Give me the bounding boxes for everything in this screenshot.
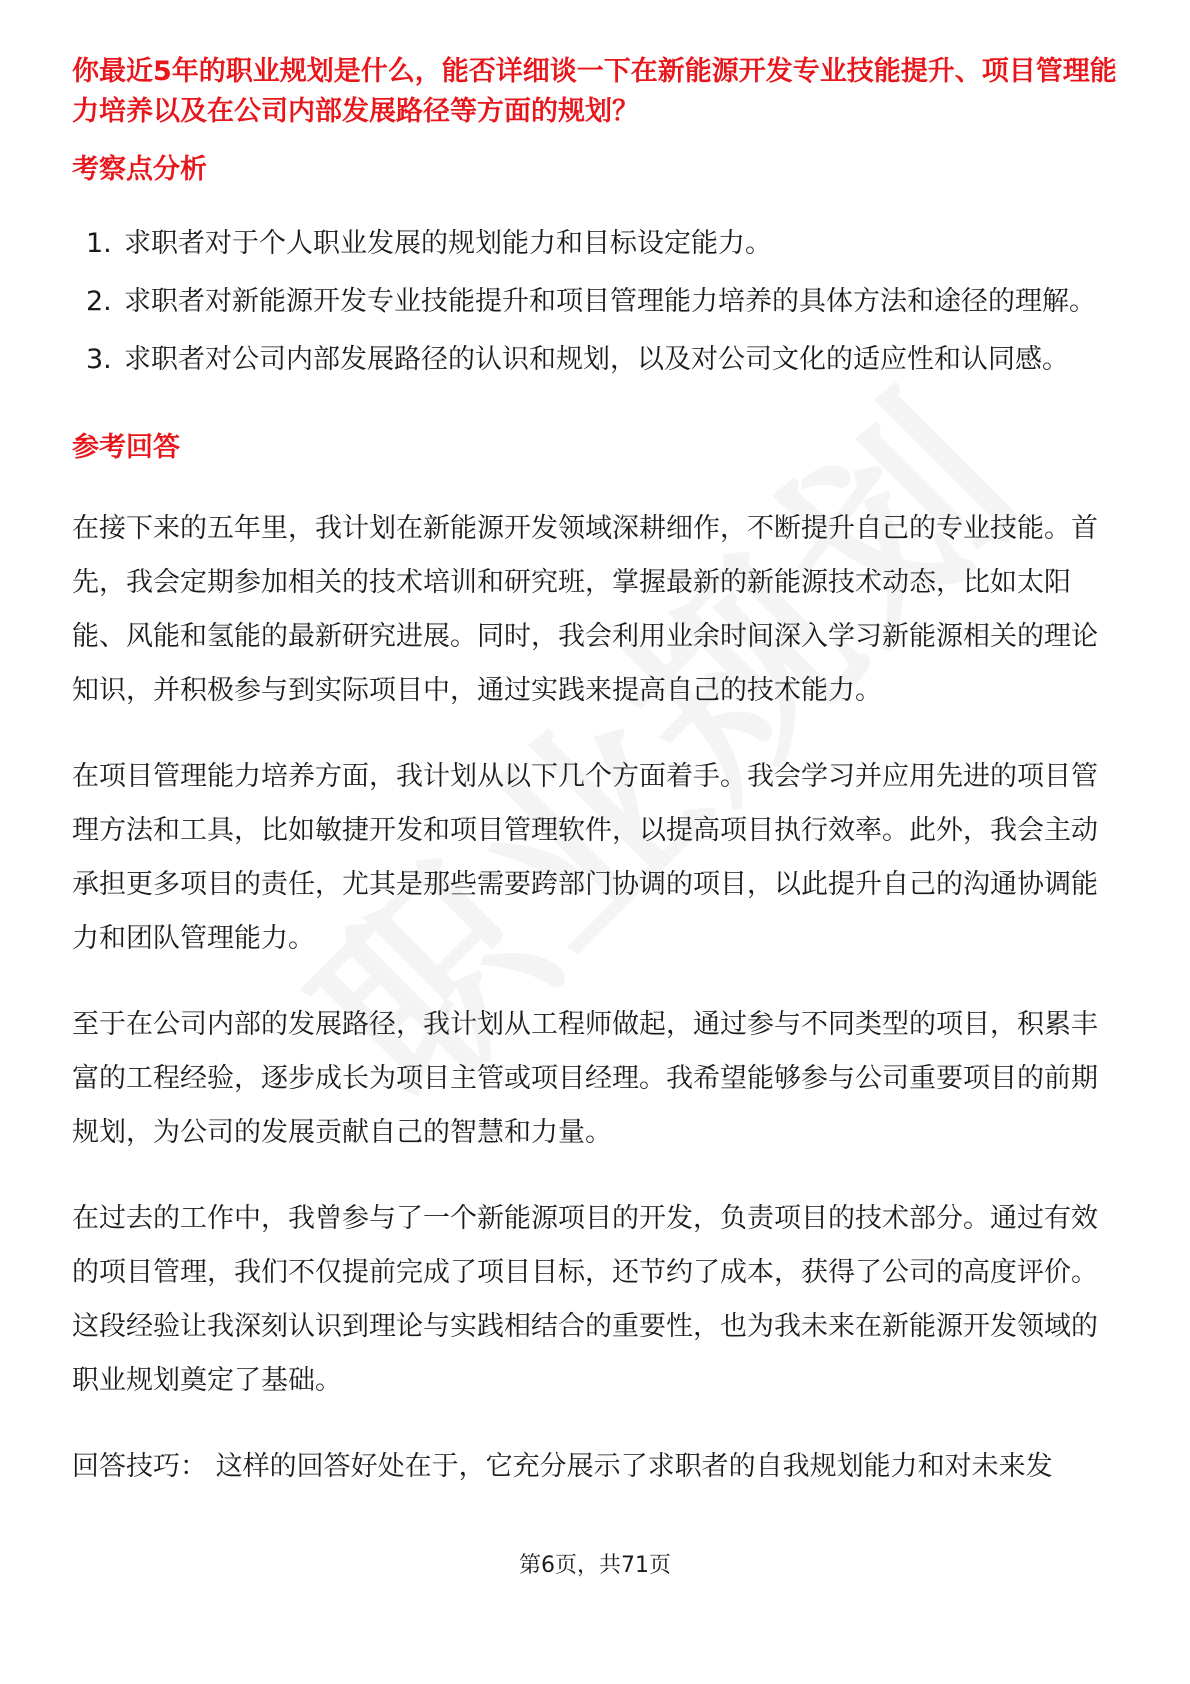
answer-paragraph: 在项目管理能力培养方面，我计划从以下几个方面着手。我会学习并应用先进的项目管理方法和工具，比如敏捷开发和项目管理软件，以提高项目执行效率。此外，我会主动承担更多项目的责任，尤其是那些需要跨部门协调的项目，以此提升自己的沟通协调能力和团队管理能力。	[72, 761, 1098, 954]
list-item	[72, 274, 1118, 330]
answer-paragraph: 在过去的工作中，我曾参与了一个新能源项目的开发，负责项目的技术部分。通过有效的项目管理，我们不仅提前完成了项目目标，还节约了成本，获得了公司的高度评价。这段经验让我深刻认识到理论与实践相结合的重要性，也为我未来在新能源开发领域的职业规划奠定了基础。	[72, 1203, 1098, 1396]
analysis-list	[72, 216, 1118, 388]
list-item-text: 求职者对公司内部发展路径的认识和规划，以及对公司文化的适应性和认同感。	[124, 344, 1069, 375]
analysis-section-title: 考察点分析	[72, 154, 207, 185]
answer-paragraph: 在接下来的五年里，我计划在新能源开发领域深耕细作，不断提升自己的专业技能。首先，我会定期参加相关的技术培训和研究班，掌握最新的新能源技术动态，比如太阳能、风能和氢能的最新研究进展。同时，我会利用业余时间深入学习新能源相关的理论知识，并积极参与到实际项目中，通过实践来提高自己的技术能力。	[72, 513, 1098, 706]
list-item-number: 1.	[86, 228, 112, 259]
page-footer: 第6页，共71页	[519, 1553, 671, 1578]
answer-paragraph: 至于在公司内部的发展路径，我计划从工程师做起，通过参与不同类型的项目，积累丰富的工程经验，逐步成长为项目主管或项目经理。我希望能够参与公司重要项目的前期规划，为公司的发展贡献自己的智慧和力量。	[72, 1009, 1098, 1148]
list-item-number: 2.	[86, 286, 112, 317]
question-heading: 你最近5年的职业规划是什么，能否详细谈一下在新能源开发专业技能提升、项目管理能力培养以及在公司内部发展路径等方面的规划？	[72, 56, 1117, 127]
list-item	[72, 216, 1118, 272]
document-page	[72, 52, 1118, 1494]
answer-tips-paragraph: 回答技巧： 这样的回答好处在于，它充分展示了求职者的自我规划能力和对未来发	[72, 1451, 1053, 1482]
list-item-number: 3.	[86, 344, 112, 375]
answer-section-title: 参考回答	[72, 432, 180, 463]
list-item-text: 求职者对新能源开发专业技能提升和项目管理能力培养的具体方法和途径的理解。	[124, 286, 1096, 317]
list-item	[72, 332, 1118, 388]
list-item-text: 求职者对于个人职业发展的规划能力和目标设定能力。	[124, 228, 772, 259]
